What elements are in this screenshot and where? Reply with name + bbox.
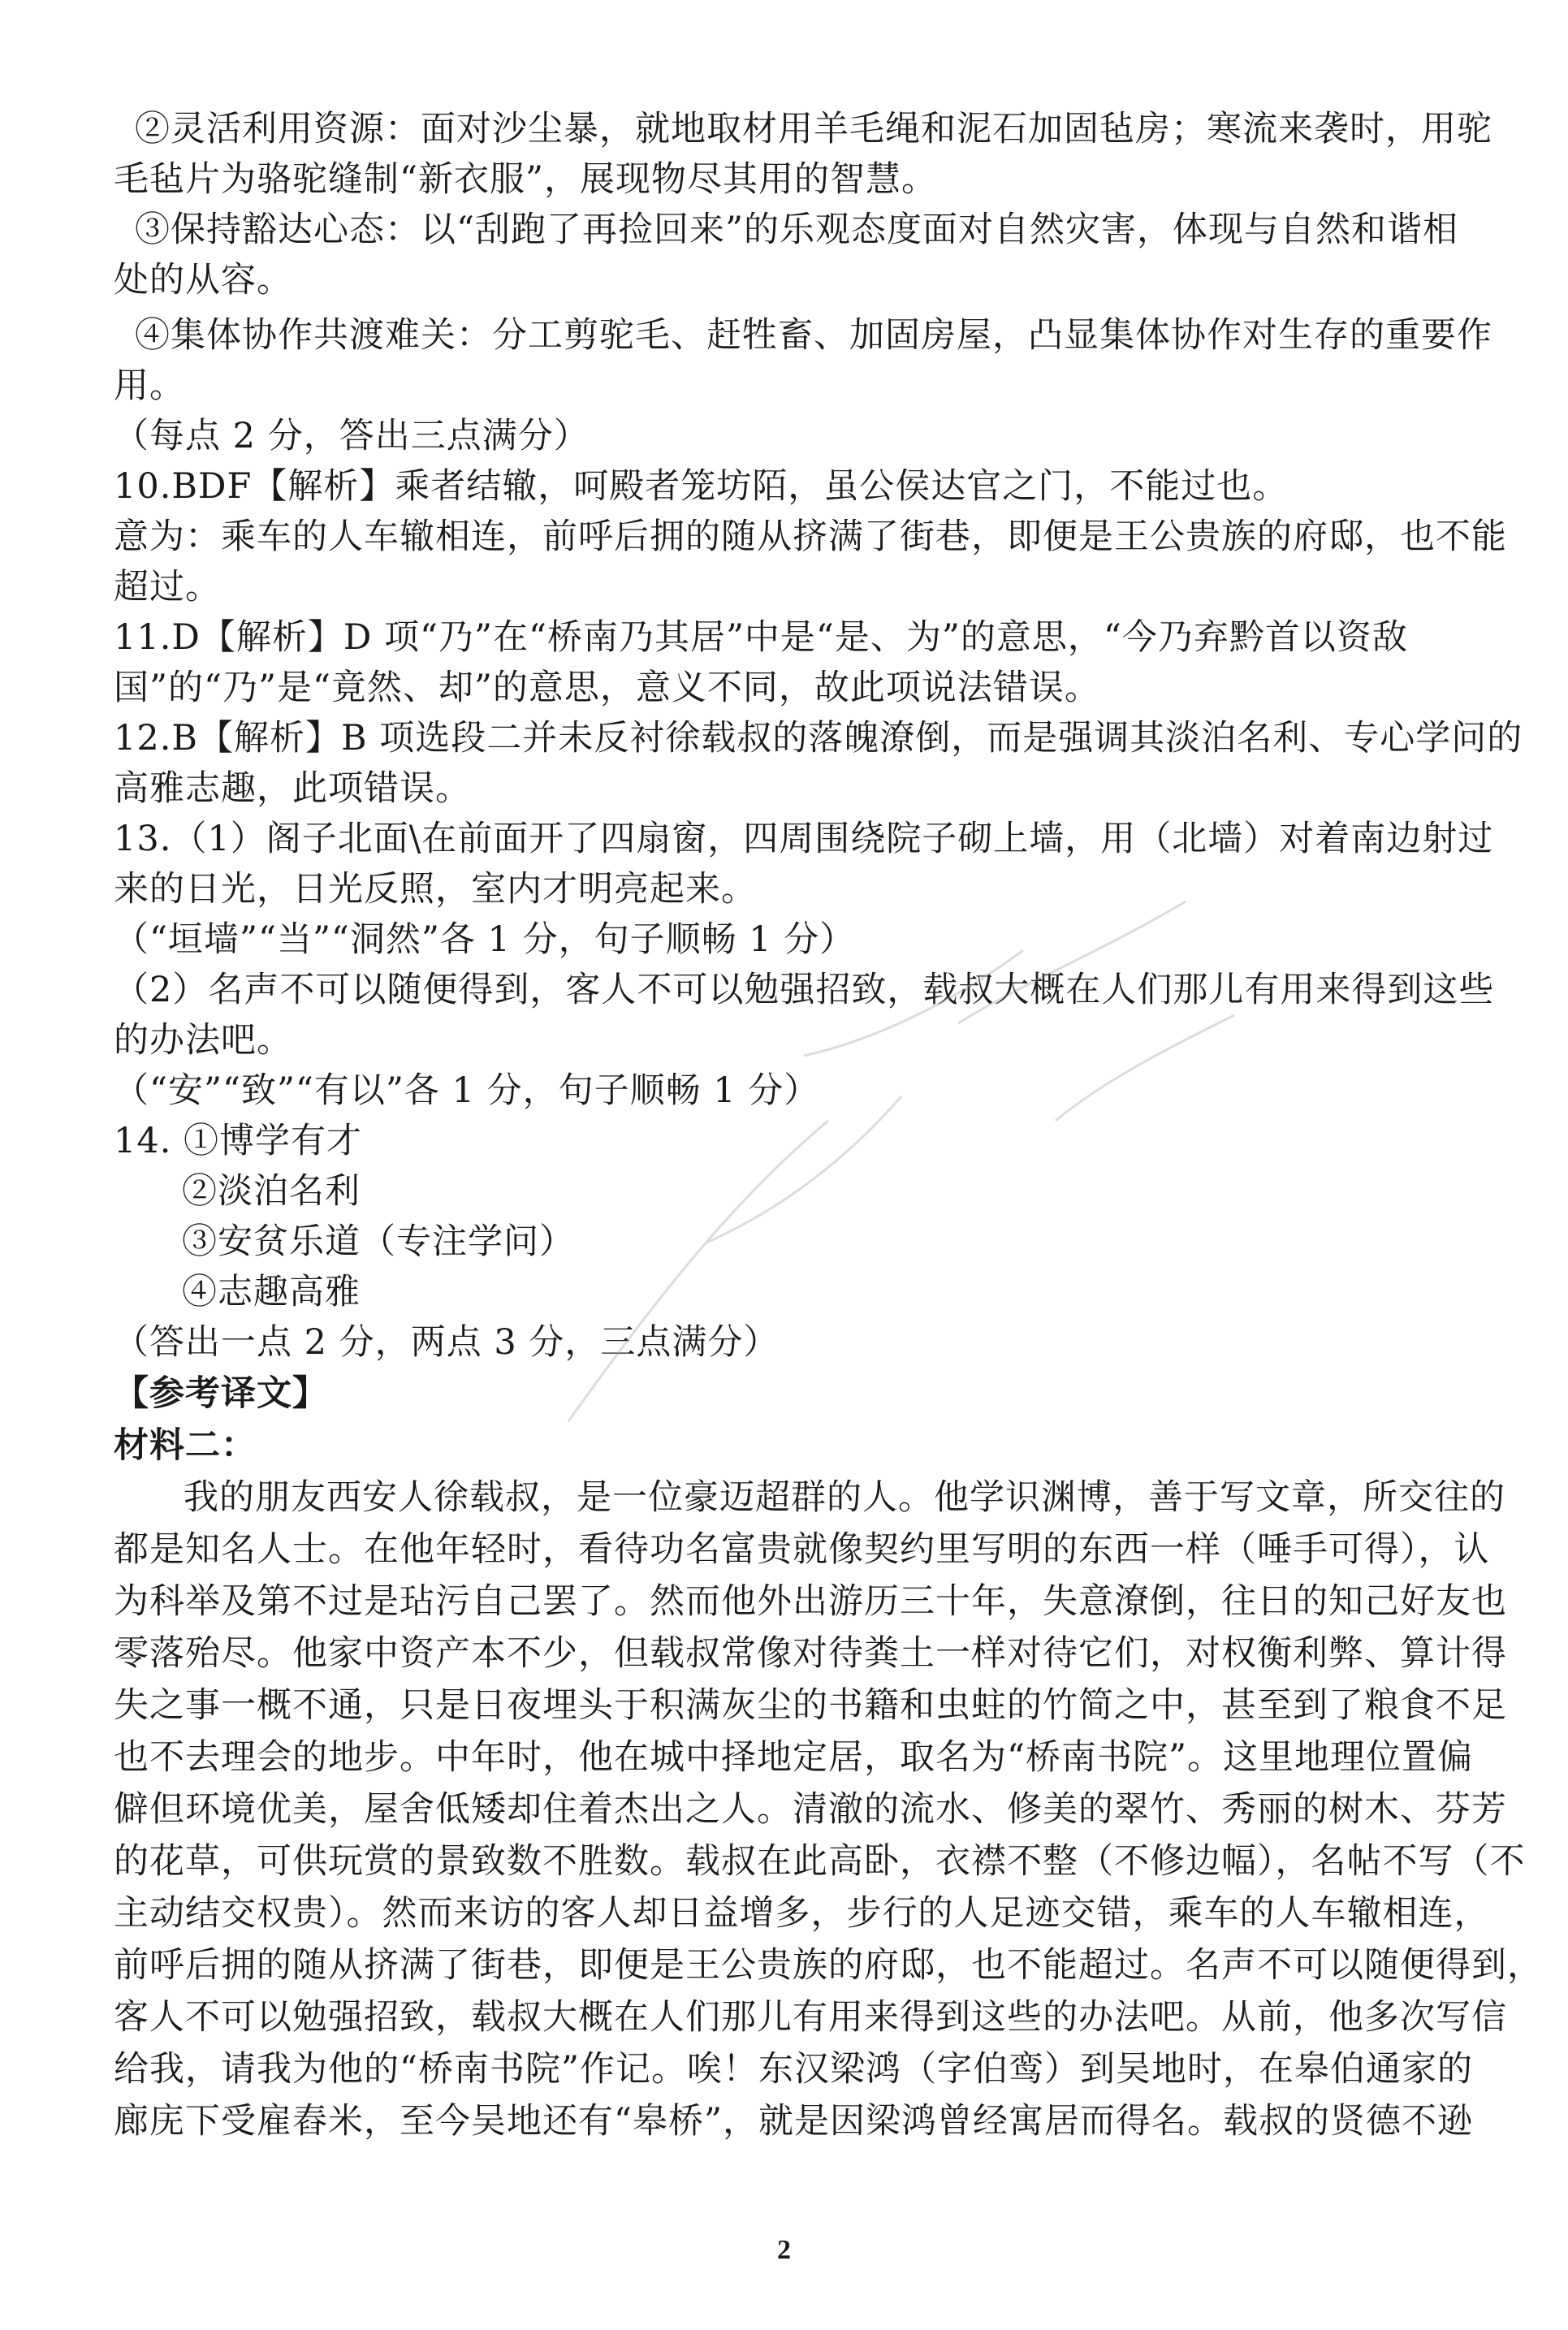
- q10-line3: 超过。: [114, 567, 221, 607]
- q14-item3: ③安贫乐道（专注学问）: [182, 1221, 575, 1262]
- q14-item2: ②淡泊名利: [182, 1171, 361, 1212]
- q9-point3-line2: 处的从容。: [114, 260, 292, 300]
- translation-line: 主动结交权贵）。然而来访的客人却日益增多，步行的人足迹交错，乘车的人车辙相连，: [114, 1893, 1490, 1934]
- translation-line: 僻但环境优美，屋舍低矮却住着杰出之人。清澈的流水、修美的翠竹、秀丽的树木、芬芳: [114, 1789, 1507, 1830]
- q10-line2: 意为：乘车的人车辙相连，前呼后拥的随从挤满了街巷，即便是王公贵族的府邸，也不能: [114, 517, 1507, 557]
- q9-point3-line1: ③保持豁达心态：以“刮跑了再捡回来”的乐观态度面对自然灾害，体现与自然和谐相: [135, 210, 1458, 250]
- q9-point4-line2: 用。: [114, 365, 185, 406]
- translation-line: 零落殆尽。他家中资产本不少，但载叔常像对待粪土一样对待它们，对权衡利弊、算计得: [114, 1633, 1507, 1674]
- q9-point2-line2: 毛毡片为骆驼缝制“新衣服”，展现物尽其用的智慧。: [114, 159, 937, 200]
- translation-line: 的花草，可供玩赏的景致数不胜数。载叔在此高卧，衣襟不整（不修边幅），名帖不写（不: [114, 1841, 1526, 1882]
- translation-line: 都是知名人士。在他年轻时，看待功名富贵就像契约里写明的东西一样（唾手可得），认: [114, 1529, 1490, 1570]
- translation-line: 客人不可以勉强招致，载叔大概在人们那儿有用来得到这些的办法吧。从前，他多次写信: [114, 1997, 1507, 2038]
- q12-line2: 高雅志趣，此项错误。: [114, 768, 471, 809]
- q14-item4: ④志趣高雅: [182, 1272, 361, 1312]
- q11-line1: 11.D【解析】D 项“乃”在“桥南乃其居”中是“是、为”的意思，“今乃弃黔首以资敌: [114, 617, 1408, 658]
- q12-line1: 12.B【解析】B 项选段二并未反衬徐载叔的落魄潦倒，而是强调其淡泊名利、专心学问的: [114, 718, 1523, 759]
- material-two-label: 材料二：: [114, 1425, 257, 1466]
- q13-1-line2: 来的日光，日光反照，室内才明亮起来。: [114, 869, 757, 910]
- q14-scoring: （答出一点 2 分，两点 3 分，三点满分）: [114, 1322, 780, 1363]
- q9-point2-line1: ②灵活利用资源：面对沙尘暴，就地取材用羊毛绳和泥石加固毡房；寒流来袭时，用驼: [135, 109, 1492, 149]
- q14-item1: 14. ①博学有才: [114, 1121, 363, 1161]
- q9-point4-line1: ④集体协作共渡难关：分工剪驼毛、赶牲畜、加固房屋，凸显集体协作对生存的重要作: [135, 315, 1492, 356]
- translation-line: 为科举及第不过是玷污自己罢了。然而他外出游历三十年，失意潦倒，往日的知己好友也: [114, 1581, 1507, 1622]
- reference-translation: [114, 1368, 1543, 2147]
- q13-2-scoring: （“安”“致”“有以”各 1 分，句子顺畅 1 分）: [114, 1070, 820, 1111]
- q11-line2: 国”的“乃”是“竟然、却”的意思，意义不同，故此项说法错误。: [114, 668, 1100, 708]
- translation-line: 我的朋友西安人徐载叔，是一位豪迈超群的人。他学识渊博，善于写文章，所交往的: [184, 1477, 1505, 1518]
- translation-line: 失之事一概不通，只是日夜埋头于积满灰尘的书籍和虫蛀的竹简之中，甚至到了粮食不足: [114, 1685, 1507, 1726]
- translation-line: 廊庑下受雇舂米，至今吴地还有“皋桥”，就是因梁鸿曾经寓居而得名。载叔的贤德不逊: [114, 2101, 1473, 2142]
- q13-2-line1: （2）名声不可以随便得到，客人不可以勉强招致，载叔大概在人们那儿有用来得到这些: [114, 970, 1495, 1010]
- translation-line: 也不去理会的地步。中年时，他在城中择地定居，取名为“桥南书院”。这里地理位置偏: [114, 1737, 1473, 1778]
- faint-watermark: [536, 853, 1267, 1470]
- q13-1-scoring: （“垣墙”“当”“洞然”各 1 分，句子顺畅 1 分）: [114, 919, 856, 960]
- translation-heading: 【参考译文】: [114, 1373, 328, 1414]
- q10-line1: 10.BDF【解析】乘者结辙，呵殿者笼坊陌，虽公侯达官之门，不能过也。: [114, 466, 1289, 507]
- q13-2-line2: 的办法吧。: [114, 1020, 292, 1061]
- translation-line: 前呼后拥的随从挤满了街巷，即便是王公贵族的府邸，也不能超过。名声不可以随便得到，: [114, 1945, 1543, 1986]
- q9-scoring: （每点 2 分，答出三点满分）: [114, 416, 590, 456]
- q13-1-line1: 13.（1）阁子北面\在前面开了四扇窗，四周围绕院子砌上墙，用（北墙）对着南边射过: [114, 819, 1494, 859]
- translation-line: 给我，请我为他的“桥南书院”作记。唉！东汉梁鸿（字伯鸾）到吴地时，在皋伯通家的: [114, 2049, 1473, 2090]
- page-number: 2: [777, 2235, 791, 2265]
